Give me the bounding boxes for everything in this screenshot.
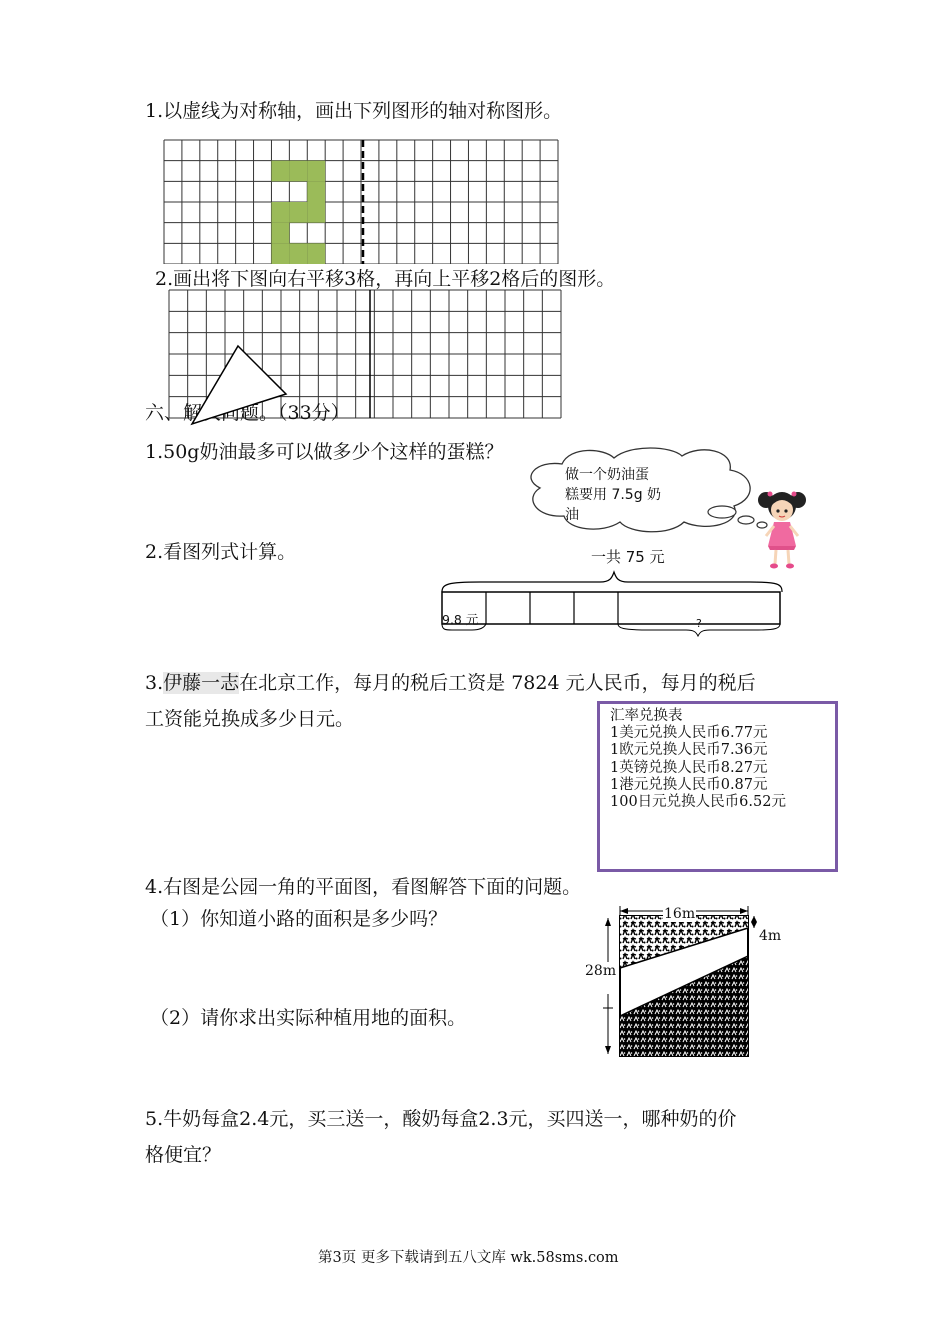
symmetry-grid (164, 140, 558, 264)
problem-4: 4.右图是公园一角的平面图，看图解答下面的问题。 (145, 876, 582, 898)
problem-4-sub1: （1）你知道小路的面积是多少吗？ (150, 908, 448, 930)
section-title: 六、解决问题。（33分） (145, 402, 350, 424)
problem-3-prefix: 3. (145, 672, 164, 694)
segment-diagram (440, 570, 786, 632)
shape-cell (271, 223, 289, 244)
rate-row: 1美元兑换人民币6.77元 (610, 725, 768, 742)
problem-4-sub2: （2）请你求出实际种植用地的面积。 (150, 1007, 467, 1029)
shape-cell (307, 161, 325, 182)
question-symmetry: 1.以虚线为对称轴，画出下列图形的轴对称图形。 (145, 100, 563, 122)
dim-right-label: 4m (759, 928, 782, 944)
bubble-text (565, 465, 661, 525)
rate-table-title: 汇率兑换表 (610, 708, 683, 724)
problem-2: 2.看图列式计算。 (145, 541, 297, 563)
rate-row: 100日元兑换人民币6.52元 (610, 794, 786, 811)
rate-row: 1港元兑换人民币0.87元 (610, 776, 768, 793)
exchange-rate-table (597, 701, 838, 872)
problem-1: 1.50g奶油最多可以做多少个这样的蛋糕？ (145, 441, 504, 463)
shape-cell (271, 243, 289, 264)
person-name: 伊藤一志 (163, 672, 240, 694)
problem-3-line2: 工资能兑换成多少日元。 (145, 708, 355, 730)
unknown-label: ? (696, 617, 702, 630)
bubble-line: 糕要用 7.5g 奶 (565, 487, 662, 503)
shape-cell (307, 181, 325, 202)
rate-row: 1英镑兑换人民币8.27元 (610, 759, 768, 776)
shape-cell (307, 202, 325, 223)
total-label: 一共 75 元 (591, 548, 665, 566)
bubble-line: 做一个奶油蛋 (565, 467, 649, 483)
shape-cell (271, 161, 289, 182)
problem-5-line1: 5.牛奶每盒2.4元，买三送一，酸奶每盒2.3元，买四送一，哪种奶的价 (145, 1108, 737, 1130)
girl-illustration (754, 486, 810, 572)
dim-top-label: 16m (664, 906, 696, 922)
segment-value-label: 9.8 元 (442, 612, 479, 627)
bubble-line: 油 (565, 507, 579, 523)
question-translate: 2.画出将下图向右平移3格，再向上平移2格后的图形。 (155, 264, 615, 291)
problem-5-line2: 格便宜？ (145, 1144, 222, 1166)
shape-cell (289, 243, 307, 264)
page-footer: 第3页 更多下载请到五八文库 wk.58sms.com (318, 1250, 619, 1266)
rate-row: 1欧元兑换人民币7.36元 (610, 742, 768, 759)
shape-cell (307, 243, 325, 264)
problem-3-line1 (145, 668, 756, 695)
shape-cell (289, 161, 307, 182)
problem-3-rest: 在北京工作，每月的税后工资是 7824 元人民币，每月的税后 (239, 672, 756, 694)
triangle-shape (190, 344, 290, 426)
dim-left-label: 28m (585, 963, 617, 979)
shape-cell (271, 202, 289, 223)
shape-cell (289, 202, 307, 223)
